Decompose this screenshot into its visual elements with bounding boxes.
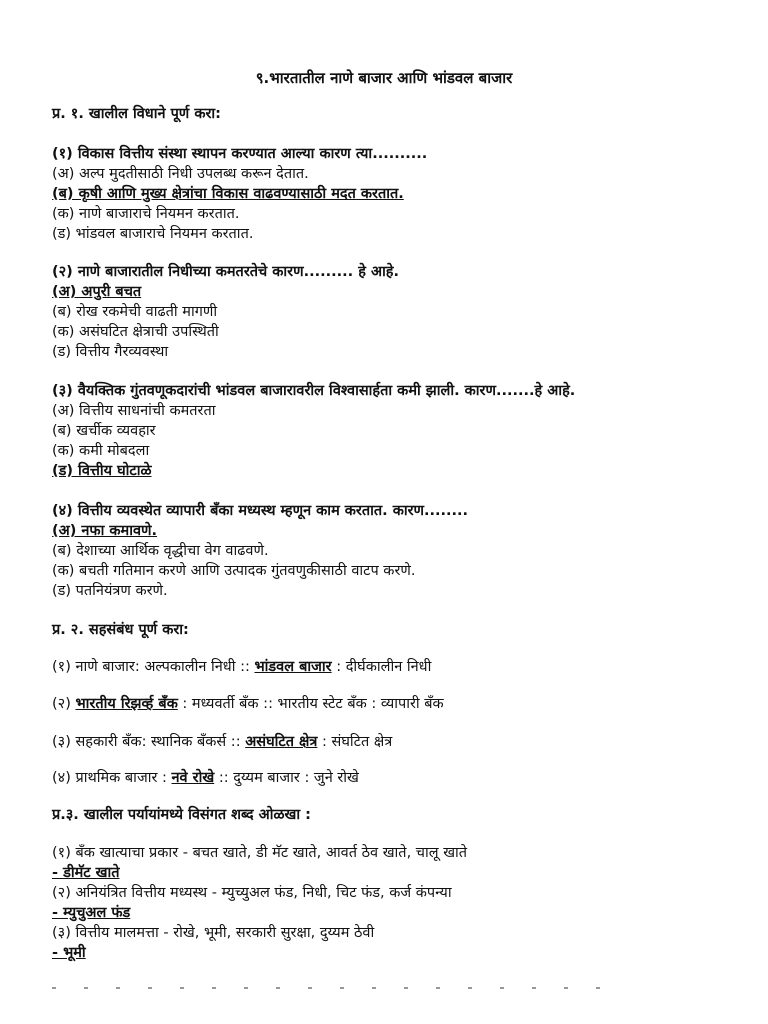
option: (क) कमी मोबदला	[52, 443, 150, 459]
option-correct: (ड) वित्तीय घोटाळे	[52, 463, 152, 479]
section-2	[52, 620, 752, 640]
odd-question: (१) बँक खात्याचा प्रकार - बचत खाते, डी मॅट खाते, आवर्त ठेव खाते, चालू खाते	[52, 845, 468, 861]
option: (ड) वित्तीय गैरव्यवस्था	[52, 344, 169, 360]
section-3-heading: प्र.३. खालील पर्यायांमध्ये विसंगत शब्द ओळखा :	[52, 807, 311, 823]
relation-4	[52, 767, 752, 789]
odd-one-out-list	[52, 843, 752, 963]
option: (ड) पतनियंत्रण करणे.	[52, 583, 168, 599]
option: (ड) भांडवल बाजाराचे नियमन करतात.	[52, 226, 254, 242]
question-3	[52, 381, 752, 481]
relation-3	[52, 731, 752, 753]
relation-text: (१) नाणे बाजार: अल्पकालीन निधी ::	[52, 659, 255, 675]
section-1	[52, 104, 752, 124]
relation-answer: भांडवल बाजार	[254, 659, 332, 675]
option-correct: (अ) अपुरी बचत	[52, 284, 142, 300]
relation-2	[52, 693, 752, 715]
option: (क) बचती गतिमान करणे आणि उत्पादक गुंतवणुकीसाठी वाटप करणे.	[52, 563, 416, 579]
odd-answer: - भूमी	[52, 945, 86, 961]
relation-text: (२)	[52, 696, 76, 712]
section-1-heading: प्र. १. खालील विधाने पूर्ण करा:	[52, 106, 221, 122]
cut-off-text-line	[52, 980, 672, 994]
question-1	[52, 144, 752, 244]
relation-text: : मध्यवर्ती बँक :: भारतीय स्टेट बँक : व्यापारी बँक	[177, 696, 444, 712]
odd-answer: - म्युचुअल फंड	[52, 905, 131, 921]
question-4	[52, 501, 752, 601]
relation-answer: असंघटित क्षेत्र	[245, 734, 318, 750]
relation-text: :: दुय्यम बाजार : जुने रोखे	[214, 770, 359, 786]
option-correct: (ब) कृषी आणि मुख्य क्षेत्रांचा विकास वाढवण्यासाठी मदत करतात.	[52, 186, 404, 202]
question-text: (१) विकास वित्तीय संस्था स्थापन करण्यात आल्या कारण त्या..........	[52, 146, 428, 162]
page-title: ९.भारतातील नाणे बाजार आणि भांडवल बाजार	[255, 69, 513, 87]
relation-answer: भारतीय रिझर्व्ह बँक	[75, 696, 178, 712]
relation-text: : संघटित क्षेत्र	[317, 734, 393, 750]
odd-answer: - डीमॅट खाते	[52, 865, 120, 881]
relation-text: (३) सहकारी बँक: स्थानिक बँकर्स ::	[52, 734, 246, 750]
option: (ब) खर्चीक व्यवहार	[52, 423, 156, 439]
question-text: (२) नाणे बाजारातील निधीच्या कमतरतेचे कारण......... हे आहे.	[52, 264, 399, 280]
question-text: (३) वैयक्तिक गुंतवणूकदारांची भांडवल बाजारावरील विश्वासार्हता कमी झाली. कारण.......हे आहे.	[52, 383, 576, 399]
option: (ब) देशाच्या आर्थिक वृद्धीचा वेग वाढवणे.	[52, 543, 269, 559]
relation-1	[52, 656, 752, 678]
question-text: (४) वित्तीय व्यवस्थेत व्यापारी बँका मध्यस्थ म्हणून काम करतात. कारण........	[52, 503, 469, 519]
option: (ब) रोख रकमेची वाढती मागणी	[52, 304, 218, 320]
odd-question: (३) वित्तीय मालमत्ता - रोखे, भूमी, सरकारी सुरक्षा, दुय्यम ठेवी	[52, 925, 375, 941]
relation-text: : दीर्घकालीन निधी	[331, 659, 432, 675]
relation-text: (४) प्राथमिक बाजार :	[52, 770, 172, 786]
odd-question: (२) अनियंत्रित वित्तीय मध्यस्थ - म्युच्युअल फंड, निधी, चिट फंड, कर्ज कंपन्या	[52, 885, 452, 901]
relation-answer: नवे रोखे	[171, 770, 215, 786]
option-correct: (अ) नफा कमावणे.	[52, 523, 158, 539]
option: (अ) अल्प मुदतीसाठी निधी उपलब्ध करून देतात.	[52, 166, 309, 182]
section-2-heading: प्र. २. सहसंबंध पूर्ण करा:	[52, 622, 189, 638]
option: (अ) वित्तीय साधनांची कमतरता	[52, 403, 216, 419]
section-3	[52, 805, 752, 825]
option: (क) असंघटित क्षेत्राची उपस्थिती	[52, 324, 219, 340]
option: (क) नाणे बाजाराचे नियमन करतात.	[52, 206, 240, 222]
question-2	[52, 262, 752, 362]
